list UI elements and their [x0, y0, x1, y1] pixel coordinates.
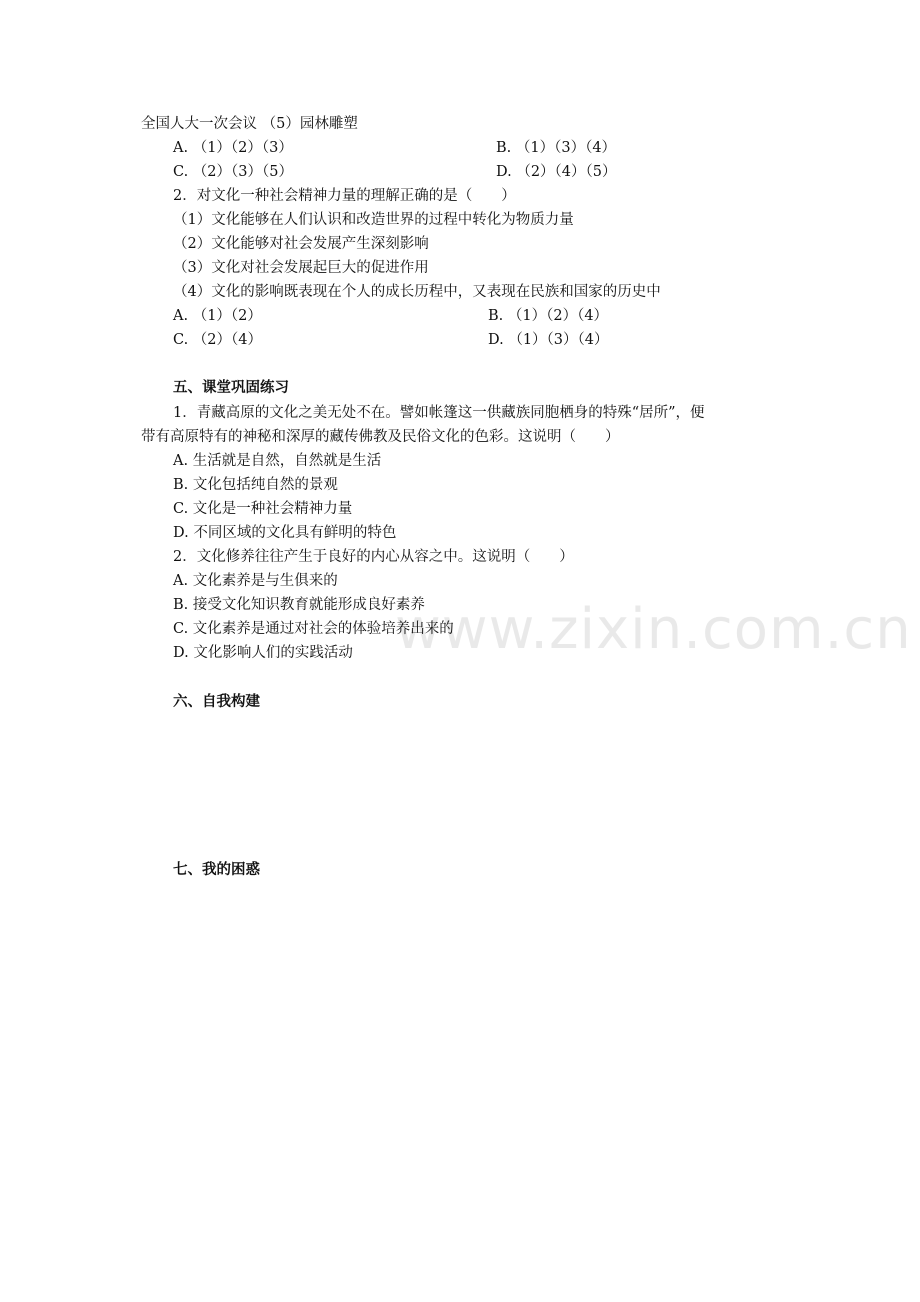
s5-q2-option-d: D. 文化影响人们的实践活动	[173, 645, 353, 661]
section5-heading: 五、课堂巩固练习	[173, 380, 289, 396]
q1-option-b: B. （1）（3）（4）	[496, 140, 617, 156]
q2-item-3: （3）文化对社会发展起巨大的促进作用	[173, 260, 429, 276]
q2-stem: 2．对文化一种社会精神力量的理解正确的是（ ）	[173, 188, 516, 204]
continuation-line: 全国人大一次会议 （5）园林雕塑	[141, 116, 358, 132]
s5-q2-option-a: A. 文化素养是与生俱来的	[173, 573, 338, 589]
q2-option-b: B. （1）（2）（4）	[488, 308, 609, 324]
s5-q2-stem: 2．文化修养往往产生于良好的内心从容之中。这说明（ ）	[173, 549, 574, 565]
s5-q2-option-c: C. 文化素养是通过对社会的体验培养出来的	[173, 621, 454, 637]
q2-option-a: A. （1）（2）	[173, 308, 262, 324]
q1-option-c: C. （2）（3）（5）	[173, 164, 293, 180]
section6-heading: 六、自我构建	[173, 694, 260, 710]
watermark: www.zixin.com.cn	[395, 597, 912, 662]
s5-q1-option-b: B. 文化包括纯自然的景观	[173, 477, 338, 493]
section7-heading: 七、我的困惑	[173, 862, 260, 878]
s5-q1-option-d: D. 不同区域的文化具有鲜明的特色	[173, 525, 397, 541]
s5-q1-line1: 1．青藏高原的文化之美无处不在。譬如帐篷这一供藏族同胞栖身的特殊“居所”，便	[173, 405, 705, 421]
q2-item-4: （4）文化的影响既表现在个人的成长历程中，又表现在民族和国家的历史中	[173, 284, 661, 300]
q2-item-1: （1）文化能够在人们认识和改造世界的过程中转化为物质力量	[173, 212, 574, 228]
q2-item-2: （2）文化能够对社会发展产生深刻影响	[173, 236, 429, 252]
q2-option-d: D. （1）（3）（4）	[488, 332, 609, 348]
s5-q1-option-a: A. 生活就是自然，自然就是生活	[173, 453, 382, 469]
s5-q1-option-c: C. 文化是一种社会精神力量	[173, 501, 353, 517]
s5-q1-line2: 带有高原特有的神秘和深厚的藏传佛教及民俗文化的色彩。这说明（ ）	[141, 429, 620, 445]
q1-option-d: D. （2）（4）（5）	[496, 164, 617, 180]
s5-q2-option-b: B. 接受文化知识教育就能形成良好素养	[173, 597, 425, 613]
q2-option-c: C. （2）（4）	[173, 332, 262, 348]
q1-option-a: A. （1）（2）（3）	[173, 140, 293, 156]
